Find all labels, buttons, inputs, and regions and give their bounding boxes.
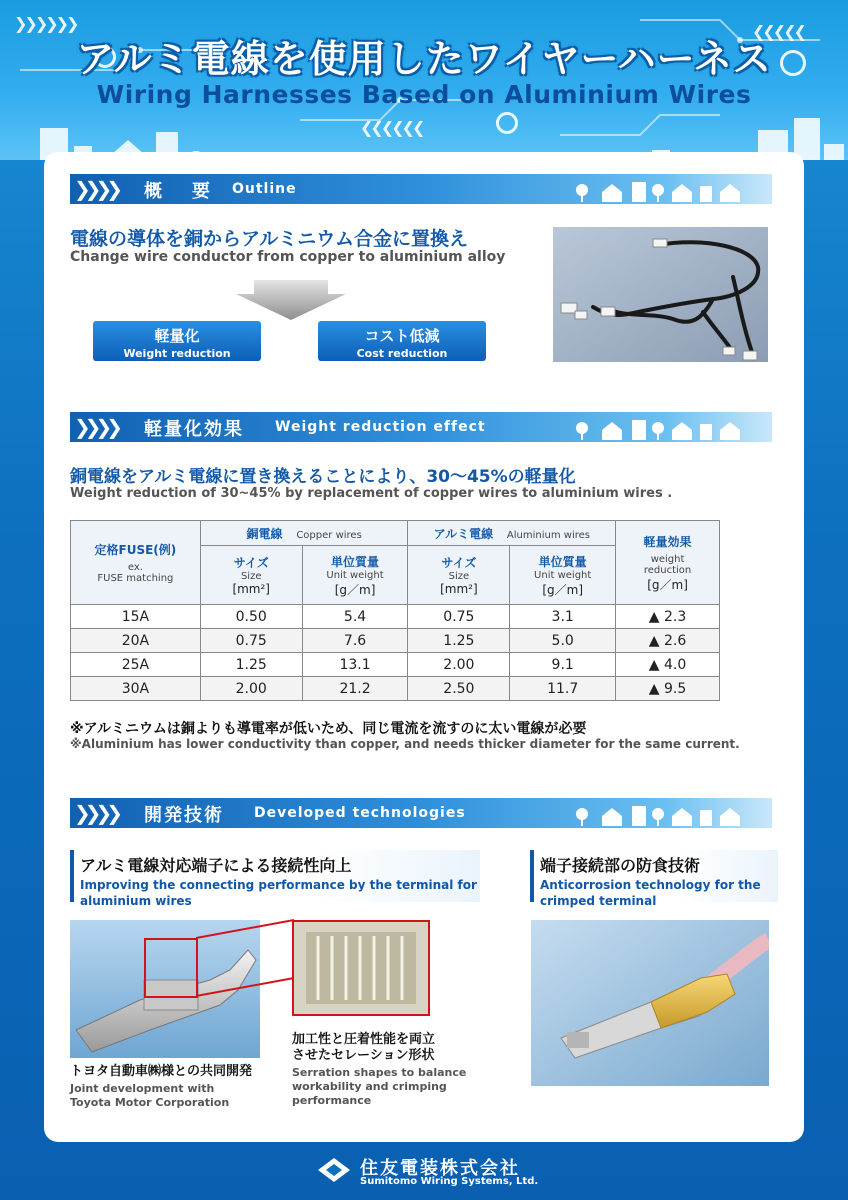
caption-en: performance [292,1094,372,1107]
cell-al-weight: 9.1 [510,653,616,677]
col-header-effect [616,521,720,605]
copper-header-jp: 銅電線 [246,526,283,541]
cell-fuse: 20A [71,629,201,653]
conductivity-note-jp: ※アルミニウムは銅よりも導電率が低いため、同じ電流を流すのに太い電線が必要 [70,721,587,737]
subhead-en: Improving the connecting performance by the terminal for [80,878,477,892]
badge-label-jp: コスト低減 [364,327,440,345]
serration-closeup-photo [292,920,430,1016]
size-header-unit: [mm²] [232,582,270,596]
chevron-decoration: ❯❯❯❯❯❯ [14,14,77,33]
table-header-row [71,521,720,546]
table-row [71,629,720,653]
weight-lead-jp: 銅電線をアルミ電線に置き換えることにより、30〜45%の軽量化 [70,467,576,487]
cell-al-size: 0.75 [408,605,510,629]
fuse-header-jp: 定格FUSE(例) [94,543,177,557]
caption-en: Joint development with [70,1082,215,1095]
unitw-header-en: Unit weight [326,569,384,581]
size-header-en: Size [240,571,262,582]
cell-reduction: ▲ 2.6 [616,629,720,653]
chevron-decoration: ❮❮❮❮❮❮ [360,118,423,137]
aluminium-header-en: Aluminium wires [506,529,590,541]
section-bar-weight-reduction [70,412,772,442]
cell-cu-size: 1.25 [200,653,302,677]
town-icon [572,178,752,202]
col-header-al-weight [510,546,616,605]
fuse-header-en: ex. [127,562,143,573]
copper-header-en: Copper wires [296,529,362,541]
col-header-al-size [408,546,510,605]
arrow-chevrons-icon: ❯❯❯❯ [74,415,118,439]
caption-en: Toyota Motor Corporation [70,1096,230,1109]
aluminium-header-jp: アルミ電線 [433,526,494,541]
table-row [71,605,720,629]
effect-header-en: reduction [643,564,692,576]
town-icon [572,416,752,440]
arrow-chevrons-icon: ❯❯❯❯ [74,177,118,201]
outline-lead-en: Change wire conductor from copper to aluminium alloy [70,249,506,265]
cell-cu-weight: 13.1 [302,653,408,677]
outline-lead-jp: 電線の導体を銅からアルミニウム合金に置換え [70,228,469,250]
arrow-chevrons-icon: ❯❯❯❯ [74,801,118,825]
caption-jp: トヨタ自動車㈱様との共同開発 [70,1064,253,1079]
down-arrow-icon [236,280,346,320]
caption-serration [292,1032,502,1108]
cell-cu-weight: 7.6 [302,629,408,653]
weight-comparison-table [70,520,720,701]
zoom-connector-lines [196,918,296,998]
cell-al-weight: 3.1 [510,605,616,629]
caption-jp: 加工性と圧着性能を両立 [292,1032,436,1047]
cell-al-size: 1.25 [408,629,510,653]
subhead-connecting-terminal [70,850,480,908]
section-title-jp: 開発技術 [144,805,224,826]
circle-decoration [496,112,518,134]
effect-header-jp: 軽量効果 [643,534,692,549]
subhead-jp: アルミ電線対応端子による接続性向上 [80,856,352,875]
unitw-header-jp: 単位質量 [538,554,587,569]
chevron-decoration: ❮❮❮❮❮ [752,22,805,41]
weight-lead-en: Weight reduction of 30~45% by replacement of copper wires to aluminium wires . [70,486,673,501]
badge-label-jp: 軽量化 [154,327,200,345]
subhead-en: aluminium wires [80,894,192,908]
col-header-cu-weight [302,546,408,605]
col-header-fuse [71,521,201,605]
size-header-jp: サイズ [441,556,477,570]
caption-en: workability and crimping [292,1080,447,1093]
header-banner [0,0,848,160]
subhead-anticorrosion [530,850,778,908]
section-bar-technologies [70,798,772,828]
size-header-en: Size [448,571,470,582]
col-header-aluminium [408,521,616,546]
cell-fuse: 30A [71,677,201,701]
section-bar-outline [70,174,772,204]
col-header-cu-size [200,546,302,605]
unitw-header-en: Unit weight [534,569,592,581]
badge-label-en: Cost reduction [356,347,448,360]
size-header-unit: [mm²] [440,582,478,596]
size-header-jp: サイズ [233,556,269,570]
cell-al-size: 2.00 [408,653,510,677]
badge-label-en: Weight reduction [123,347,231,360]
unitw-header-unit: [g／m] [542,582,584,597]
section-title-en: Outline [232,181,297,197]
subhead-jp: 端子接続部の防食技術 [540,856,701,875]
caption-en: Serration shapes to balance [292,1066,467,1079]
cell-cu-size: 2.00 [200,677,302,701]
subhead-en: Anticorrosion technology for the [540,878,761,892]
page-title-jp: アルミ電線を使用したワイヤーハーネス [76,37,772,81]
effect-header-en: weight [650,553,685,565]
section-title-jp: 概 要 [144,181,216,202]
caption-joint-development [70,1064,280,1110]
subhead-en: crimped terminal [540,894,657,908]
cost-reduction-badge [318,321,486,361]
cell-cu-weight: 21.2 [302,677,408,701]
anticorrosion-terminal-photo [531,920,769,1086]
cell-reduction: ▲ 2.3 [616,605,720,629]
company-name-jp: 住友電装株式会社 [360,1158,520,1179]
table-row [71,653,720,677]
page-title-en: Wiring Harnesses Based on Aluminium Wires [96,80,752,109]
weight-reduction-badge [93,321,261,361]
zoom-highlight-box [144,938,198,998]
section-title-jp: 軽量化効果 [144,419,244,440]
cell-fuse: 25A [71,653,201,677]
cell-fuse: 15A [71,605,201,629]
town-icon [572,802,752,826]
cell-reduction: ▲ 4.0 [616,653,720,677]
cell-cu-size: 0.50 [200,605,302,629]
effect-header-unit: [g／m] [647,577,688,592]
section-title-en: Weight reduction effect [275,419,486,435]
col-header-copper [200,521,408,546]
unitw-header-jp: 単位質量 [331,554,380,569]
cell-al-weight: 5.0 [510,629,616,653]
section-title-en: Developed technologies [254,805,466,821]
cell-cu-size: 0.75 [200,629,302,653]
cell-al-weight: 11.7 [510,677,616,701]
cell-al-size: 2.50 [408,677,510,701]
table-row [71,677,720,701]
fuse-header-en: FUSE matching [97,573,174,584]
cell-cu-weight: 5.4 [302,605,408,629]
company-name-en: Sumitomo Wiring Systems, Ltd. [360,1176,539,1187]
wire-harness-photo [553,227,768,362]
unitw-header-unit: [g／m] [334,582,376,597]
conductivity-note-en: ※Aluminium has lower conductivity than copper, and needs thicker diameter for the same current. [70,737,740,751]
cell-reduction: ▲ 9.5 [616,677,720,701]
caption-jp: させたセレーション形状 [292,1048,435,1063]
